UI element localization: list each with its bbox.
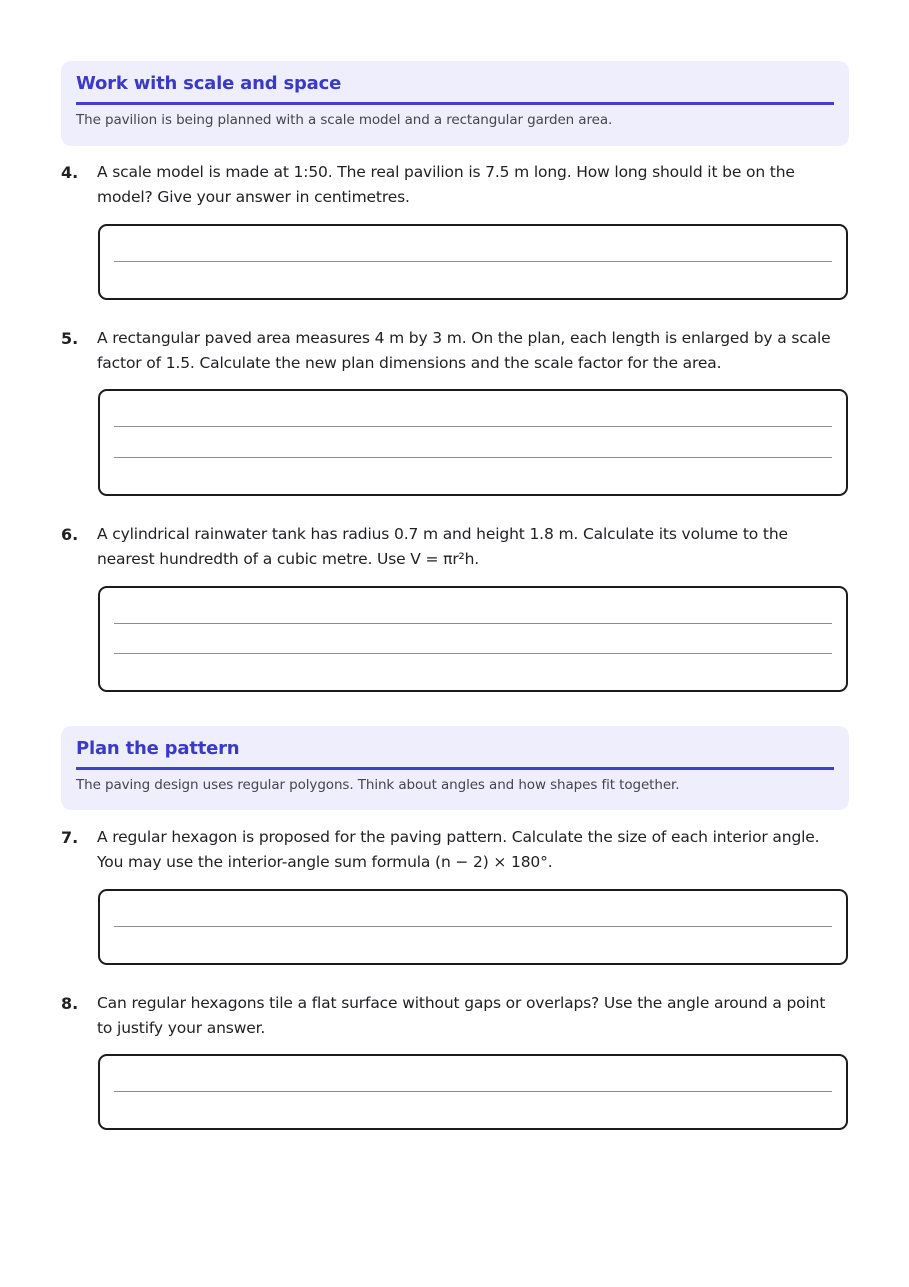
question-text: Can regular hexagons tile a flat surface without gaps or overlaps? Use the angle around a point to justify your answer.	[97, 994, 826, 1037]
answer-box-5[interactable]	[98, 389, 848, 496]
answer-line	[114, 623, 832, 624]
section-header-scale	[61, 61, 849, 146]
section-header-pattern	[61, 726, 849, 810]
question-text: A rectangular paved area measures 4 m by 3 m. On the plan, each length is enlarged by a scale factor of 1.5. Calculate the new plan dimensions and the scale factor for the area.	[97, 329, 831, 372]
answer-line	[114, 261, 832, 262]
section-title: Work with scale and space	[76, 73, 834, 105]
section-title: Plan the pattern	[76, 738, 834, 770]
question-8	[61, 991, 849, 1041]
question-number: 7.	[61, 828, 79, 847]
answer-line	[114, 653, 832, 654]
question-4	[61, 160, 849, 210]
question-5	[61, 326, 849, 376]
answer-line	[114, 457, 832, 458]
question-6	[61, 522, 849, 572]
answer-line	[114, 1091, 832, 1092]
question-number: 8.	[61, 994, 79, 1013]
question-text: A regular hexagon is proposed for the paving pattern. Calculate the size of each interior angle. You may use the interior-angle sum formula (n − 2) × 180°.	[97, 828, 820, 871]
section-subtitle: The paving design uses regular polygons. Think about angles and how shapes fit together.	[76, 777, 680, 793]
answer-box-4[interactable]	[98, 224, 848, 300]
question-text: A scale model is made at 1:50. The real pavilion is 7.5 m long. How long should it be on the model? Give your answer in centimetres.	[97, 163, 795, 206]
question-number: 4.	[61, 163, 79, 182]
answer-box-8[interactable]	[98, 1054, 848, 1130]
answer-box-7[interactable]	[98, 889, 848, 965]
question-number: 6.	[61, 525, 79, 544]
answer-line	[114, 426, 832, 427]
answer-box-6[interactable]	[98, 586, 848, 692]
answer-line	[114, 926, 832, 927]
question-number: 5.	[61, 329, 79, 348]
question-7	[61, 825, 849, 875]
section-subtitle: The pavilion is being planned with a scale model and a rectangular garden area.	[76, 112, 613, 128]
question-text: A cylindrical rainwater tank has radius 0.7 m and height 1.8 m. Calculate its volume to the nearest hundredth of a cubic metre. Use V = πr²h.	[97, 525, 788, 568]
